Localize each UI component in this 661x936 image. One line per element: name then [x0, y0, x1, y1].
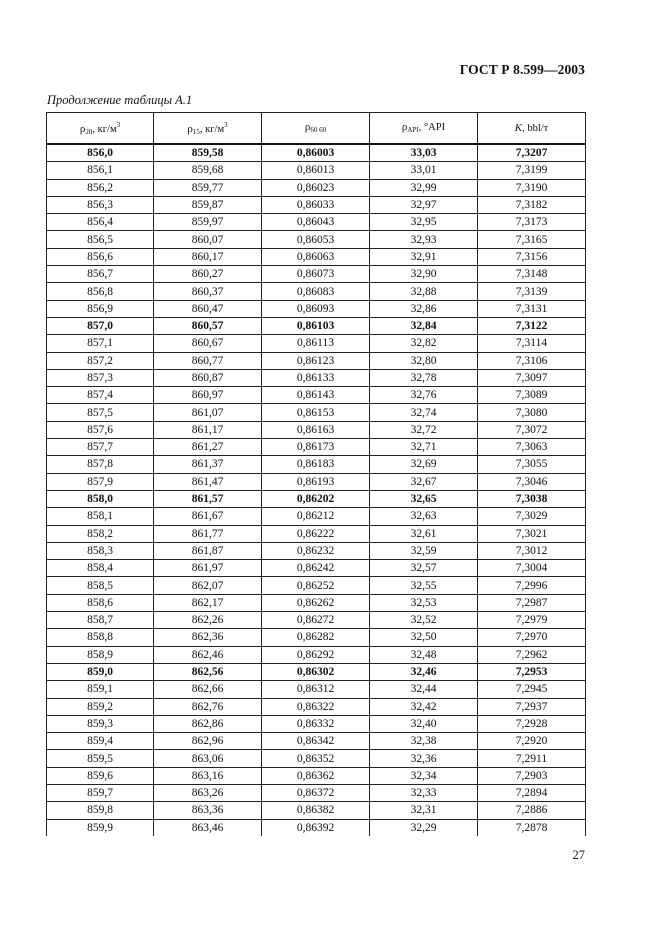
table-cell: 32,76: [370, 387, 478, 404]
table-cell: 860,57: [154, 317, 262, 334]
table-cell: 857,0: [47, 317, 154, 334]
table-row: [47, 784, 586, 801]
table-row: [47, 612, 586, 629]
table-cell: 859,7: [47, 784, 154, 801]
table-row: [47, 490, 586, 507]
table-cell: 32,63: [370, 508, 478, 525]
table-cell: 861,67: [154, 508, 262, 525]
table-row: [47, 266, 586, 283]
table-row: [47, 283, 586, 300]
table-cell: 0,86262: [262, 594, 370, 611]
table-cell: 0,86312: [262, 681, 370, 698]
table-row: [47, 144, 586, 162]
table-cell: 859,3: [47, 715, 154, 732]
table-cell: 859,1: [47, 681, 154, 698]
col-header-rho60: $\rho_{60 60}$: [262, 113, 370, 145]
table-cell: 7,2945: [478, 681, 586, 698]
table-cell: 858,7: [47, 612, 154, 629]
table-cell: 0,86372: [262, 784, 370, 801]
table-cell: 32,74: [370, 404, 478, 421]
table-cell: 32,55: [370, 577, 478, 594]
table-cell: 32,82: [370, 335, 478, 352]
table-cell: 7,3106: [478, 352, 586, 369]
table-row: [47, 248, 586, 265]
table-cell: 7,2911: [478, 750, 586, 767]
table-cell: 7,3080: [478, 404, 586, 421]
table-cell: 7,3029: [478, 508, 586, 525]
table-cell: 858,1: [47, 508, 154, 525]
table-cell: 32,48: [370, 646, 478, 663]
table-cell: 0,86193: [262, 473, 370, 490]
table-cell: 7,3173: [478, 214, 586, 231]
table-cell: 0,86143: [262, 387, 370, 404]
table-cell: 859,5: [47, 750, 154, 767]
table-row: [47, 733, 586, 750]
table-cell: 32,67: [370, 473, 478, 490]
table-cell: 0,86093: [262, 300, 370, 317]
density-conversion-table: [46, 112, 586, 836]
table-cell: 0,86232: [262, 542, 370, 559]
table-cell: 0,86292: [262, 646, 370, 663]
table-cell: 856,1: [47, 162, 154, 179]
table-cell: 32,52: [370, 612, 478, 629]
table-cell: 7,2886: [478, 802, 586, 819]
table-cell: 857,7: [47, 439, 154, 456]
table-row: [47, 577, 586, 594]
table-row: [47, 525, 586, 542]
table-cell: 32,53: [370, 594, 478, 611]
table-cell: 859,8: [47, 802, 154, 819]
table-row: [47, 594, 586, 611]
table-row: [47, 352, 586, 369]
table-cell: 32,34: [370, 767, 478, 784]
table-row: [47, 681, 586, 698]
table-cell: 0,86133: [262, 369, 370, 386]
table-cell: 0,86123: [262, 352, 370, 369]
table-cell: 7,3004: [478, 560, 586, 577]
table-cell: 0,86163: [262, 421, 370, 438]
col-header-rho15: $\rho_{15}$, $кг/м^3$: [154, 113, 262, 145]
table-cell: 7,3148: [478, 266, 586, 283]
table-row: [47, 196, 586, 213]
table-cell: 7,2979: [478, 612, 586, 629]
table-cell: 863,16: [154, 767, 262, 784]
table-cell: 0,86033: [262, 196, 370, 213]
table-cell: 0,86113: [262, 335, 370, 352]
table-cell: 859,77: [154, 179, 262, 196]
table-cell: 863,36: [154, 802, 262, 819]
table-cell: 860,67: [154, 335, 262, 352]
table-cell: 858,3: [47, 542, 154, 559]
table-cell: 858,0: [47, 490, 154, 507]
table-cell: 7,3156: [478, 248, 586, 265]
table-cell: 861,57: [154, 490, 262, 507]
table-cell: 0,86023: [262, 179, 370, 196]
table-cell: 858,2: [47, 525, 154, 542]
table-cell: 7,2996: [478, 577, 586, 594]
table-cell: 0,86153: [262, 404, 370, 421]
table-cell: 0,86332: [262, 715, 370, 732]
table-cell: 857,6: [47, 421, 154, 438]
table-cell: 861,07: [154, 404, 262, 421]
table-row: [47, 214, 586, 231]
table-cell: 0,86053: [262, 231, 370, 248]
table-cell: 860,77: [154, 352, 262, 369]
table-cell: 859,9: [47, 819, 154, 836]
table-body: [47, 144, 586, 836]
table-row: [47, 508, 586, 525]
table-cell: 7,3122: [478, 317, 586, 334]
table-cell: 862,66: [154, 681, 262, 698]
table-row: [47, 542, 586, 559]
table-cell: 7,3012: [478, 542, 586, 559]
table-cell: 0,86392: [262, 819, 370, 836]
table-cell: 7,2878: [478, 819, 586, 836]
table-cell: 7,2962: [478, 646, 586, 663]
table-cell: 7,2928: [478, 715, 586, 732]
document-header: ГОСТ Р 8.599—2003: [459, 62, 585, 77]
table-cell: 856,5: [47, 231, 154, 248]
table-cell: 32,31: [370, 802, 478, 819]
table-row: [47, 369, 586, 386]
table-row: [47, 629, 586, 646]
table-cell: 0,86073: [262, 266, 370, 283]
table-cell: 862,26: [154, 612, 262, 629]
table-cell: 856,3: [47, 196, 154, 213]
table-cell: 857,4: [47, 387, 154, 404]
table-cell: 7,2937: [478, 698, 586, 715]
page-number: 27: [572, 848, 585, 862]
table-cell: 32,97: [370, 196, 478, 213]
table-cell: 856,8: [47, 283, 154, 300]
table-cell: 859,4: [47, 733, 154, 750]
table-row: [47, 387, 586, 404]
table-cell: 860,97: [154, 387, 262, 404]
table-cell: 0,86013: [262, 162, 370, 179]
table-cell: 857,3: [47, 369, 154, 386]
table-cell: 0,86103: [262, 317, 370, 334]
table-cell: 32,99: [370, 179, 478, 196]
table-cell: 858,9: [47, 646, 154, 663]
table-cell: 7,3131: [478, 300, 586, 317]
table-cell: 33,01: [370, 162, 478, 179]
table-row: [47, 162, 586, 179]
table-cell: 7,3046: [478, 473, 586, 490]
table-cell: 32,91: [370, 248, 478, 265]
table-cell: 32,29: [370, 819, 478, 836]
table-cell: 0,86063: [262, 248, 370, 265]
table-cell: 857,5: [47, 404, 154, 421]
table-cell: 7,3063: [478, 439, 586, 456]
table-cell: 32,65: [370, 490, 478, 507]
table-cell: 7,2920: [478, 733, 586, 750]
table-cell: 857,8: [47, 456, 154, 473]
table-cell: 0,86183: [262, 456, 370, 473]
table-cell: 0,86242: [262, 560, 370, 577]
table-cell: 32,86: [370, 300, 478, 317]
table-header-row: [47, 113, 586, 145]
table-cell: 863,06: [154, 750, 262, 767]
table-row: [47, 819, 586, 836]
table-row: [47, 456, 586, 473]
table-cell: 32,33: [370, 784, 478, 801]
table-cell: 859,58: [154, 144, 262, 162]
table-cell: 860,07: [154, 231, 262, 248]
col-header-k: K, bbl/т: [478, 113, 586, 145]
table-cell: 859,0: [47, 663, 154, 680]
table-cell: 861,27: [154, 439, 262, 456]
table-cell: 33,03: [370, 144, 478, 162]
table-cell: 7,2987: [478, 594, 586, 611]
table-row: [47, 750, 586, 767]
table-row: [47, 560, 586, 577]
table-cell: 7,3139: [478, 283, 586, 300]
table-row: [47, 663, 586, 680]
table-cell: 862,76: [154, 698, 262, 715]
table-cell: 32,78: [370, 369, 478, 386]
table-cell: 858,8: [47, 629, 154, 646]
table-cell: 861,47: [154, 473, 262, 490]
table-cell: 7,3097: [478, 369, 586, 386]
table-cell: 0,86212: [262, 508, 370, 525]
table-caption: Продолжение таблицы А.1: [47, 93, 193, 107]
table-cell: 859,2: [47, 698, 154, 715]
table-row: [47, 473, 586, 490]
table-row: [47, 439, 586, 456]
table-cell: 862,56: [154, 663, 262, 680]
table-cell: 858,5: [47, 577, 154, 594]
col-header-rho-api: $\rho_{API}$, °API: [370, 113, 478, 145]
table-row: [47, 404, 586, 421]
table-cell: 862,96: [154, 733, 262, 750]
table-cell: 7,3038: [478, 490, 586, 507]
table-cell: 32,71: [370, 439, 478, 456]
table-cell: 858,4: [47, 560, 154, 577]
table-cell: 32,40: [370, 715, 478, 732]
table-cell: 862,46: [154, 646, 262, 663]
table-cell: 0,86322: [262, 698, 370, 715]
table-cell: 32,61: [370, 525, 478, 542]
table-cell: 861,77: [154, 525, 262, 542]
table-row: [47, 179, 586, 196]
table-cell: 32,88: [370, 283, 478, 300]
table-cell: 32,57: [370, 560, 478, 577]
table-cell: 32,46: [370, 663, 478, 680]
table-cell: 32,44: [370, 681, 478, 698]
table-cell: 7,2894: [478, 784, 586, 801]
table-cell: 7,3165: [478, 231, 586, 248]
table-cell: 862,07: [154, 577, 262, 594]
table-cell: 32,59: [370, 542, 478, 559]
table-cell: 859,87: [154, 196, 262, 213]
table-cell: 0,86083: [262, 283, 370, 300]
table-cell: 7,3199: [478, 162, 586, 179]
table-cell: 32,93: [370, 231, 478, 248]
table-cell: 856,6: [47, 248, 154, 265]
table-cell: 32,38: [370, 733, 478, 750]
table-cell: 0,86302: [262, 663, 370, 680]
table-cell: 0,86202: [262, 490, 370, 507]
table-row: [47, 335, 586, 352]
table-cell: 856,9: [47, 300, 154, 317]
table-cell: 856,0: [47, 144, 154, 162]
table-cell: 0,86382: [262, 802, 370, 819]
table-cell: 860,47: [154, 300, 262, 317]
table-cell: 7,3089: [478, 387, 586, 404]
table-cell: 0,86252: [262, 577, 370, 594]
table-cell: 0,86173: [262, 439, 370, 456]
table-cell: 0,86272: [262, 612, 370, 629]
table-cell: 32,90: [370, 266, 478, 283]
table-cell: 7,3114: [478, 335, 586, 352]
table-cell: 7,3182: [478, 196, 586, 213]
table-row: [47, 317, 586, 334]
table-cell: 7,3207: [478, 144, 586, 162]
table-row: [47, 231, 586, 248]
table-cell: 32,84: [370, 317, 478, 334]
table-cell: 7,3021: [478, 525, 586, 542]
table-row: [47, 300, 586, 317]
table-cell: 7,3055: [478, 456, 586, 473]
table-cell: 862,86: [154, 715, 262, 732]
table-row: [47, 767, 586, 784]
table-row: [47, 802, 586, 819]
table-cell: 0,86222: [262, 525, 370, 542]
table-cell: 860,27: [154, 266, 262, 283]
table-row: [47, 421, 586, 438]
table-cell: 861,87: [154, 542, 262, 559]
table-cell: 32,95: [370, 214, 478, 231]
table-cell: 856,2: [47, 179, 154, 196]
table-cell: 860,37: [154, 283, 262, 300]
table-cell: 7,2953: [478, 663, 586, 680]
table-cell: 7,3190: [478, 179, 586, 196]
table-cell: 32,36: [370, 750, 478, 767]
table-cell: 0,86043: [262, 214, 370, 231]
table-cell: 32,80: [370, 352, 478, 369]
table-cell: 859,6: [47, 767, 154, 784]
table-cell: 7,3072: [478, 421, 586, 438]
table-row: [47, 698, 586, 715]
table-cell: 7,2970: [478, 629, 586, 646]
table-cell: 0,86362: [262, 767, 370, 784]
table-cell: 7,2903: [478, 767, 586, 784]
table-cell: 32,69: [370, 456, 478, 473]
table-cell: 858,6: [47, 594, 154, 611]
table-row: [47, 715, 586, 732]
table-cell: 861,97: [154, 560, 262, 577]
table-cell: 0,86282: [262, 629, 370, 646]
table-cell: 32,50: [370, 629, 478, 646]
table-cell: 859,68: [154, 162, 262, 179]
table-cell: 862,36: [154, 629, 262, 646]
table-cell: 0,86003: [262, 144, 370, 162]
table-cell: 32,42: [370, 698, 478, 715]
table-cell: 856,4: [47, 214, 154, 231]
table-cell: 857,2: [47, 352, 154, 369]
table-row: [47, 646, 586, 663]
col-header-rho20: $\rho_{20}$, $кг/м^3$: [47, 113, 154, 145]
table-cell: 861,17: [154, 421, 262, 438]
table-cell: 861,37: [154, 456, 262, 473]
table-cell: 860,17: [154, 248, 262, 265]
table-cell: 0,86342: [262, 733, 370, 750]
table-cell: 860,87: [154, 369, 262, 386]
table-cell: 862,17: [154, 594, 262, 611]
table-cell: 856,7: [47, 266, 154, 283]
table-cell: 863,26: [154, 784, 262, 801]
table-cell: 859,97: [154, 214, 262, 231]
table-cell: 863,46: [154, 819, 262, 836]
table-cell: 32,72: [370, 421, 478, 438]
table-cell: 0,86352: [262, 750, 370, 767]
table-cell: 857,9: [47, 473, 154, 490]
table-cell: 857,1: [47, 335, 154, 352]
